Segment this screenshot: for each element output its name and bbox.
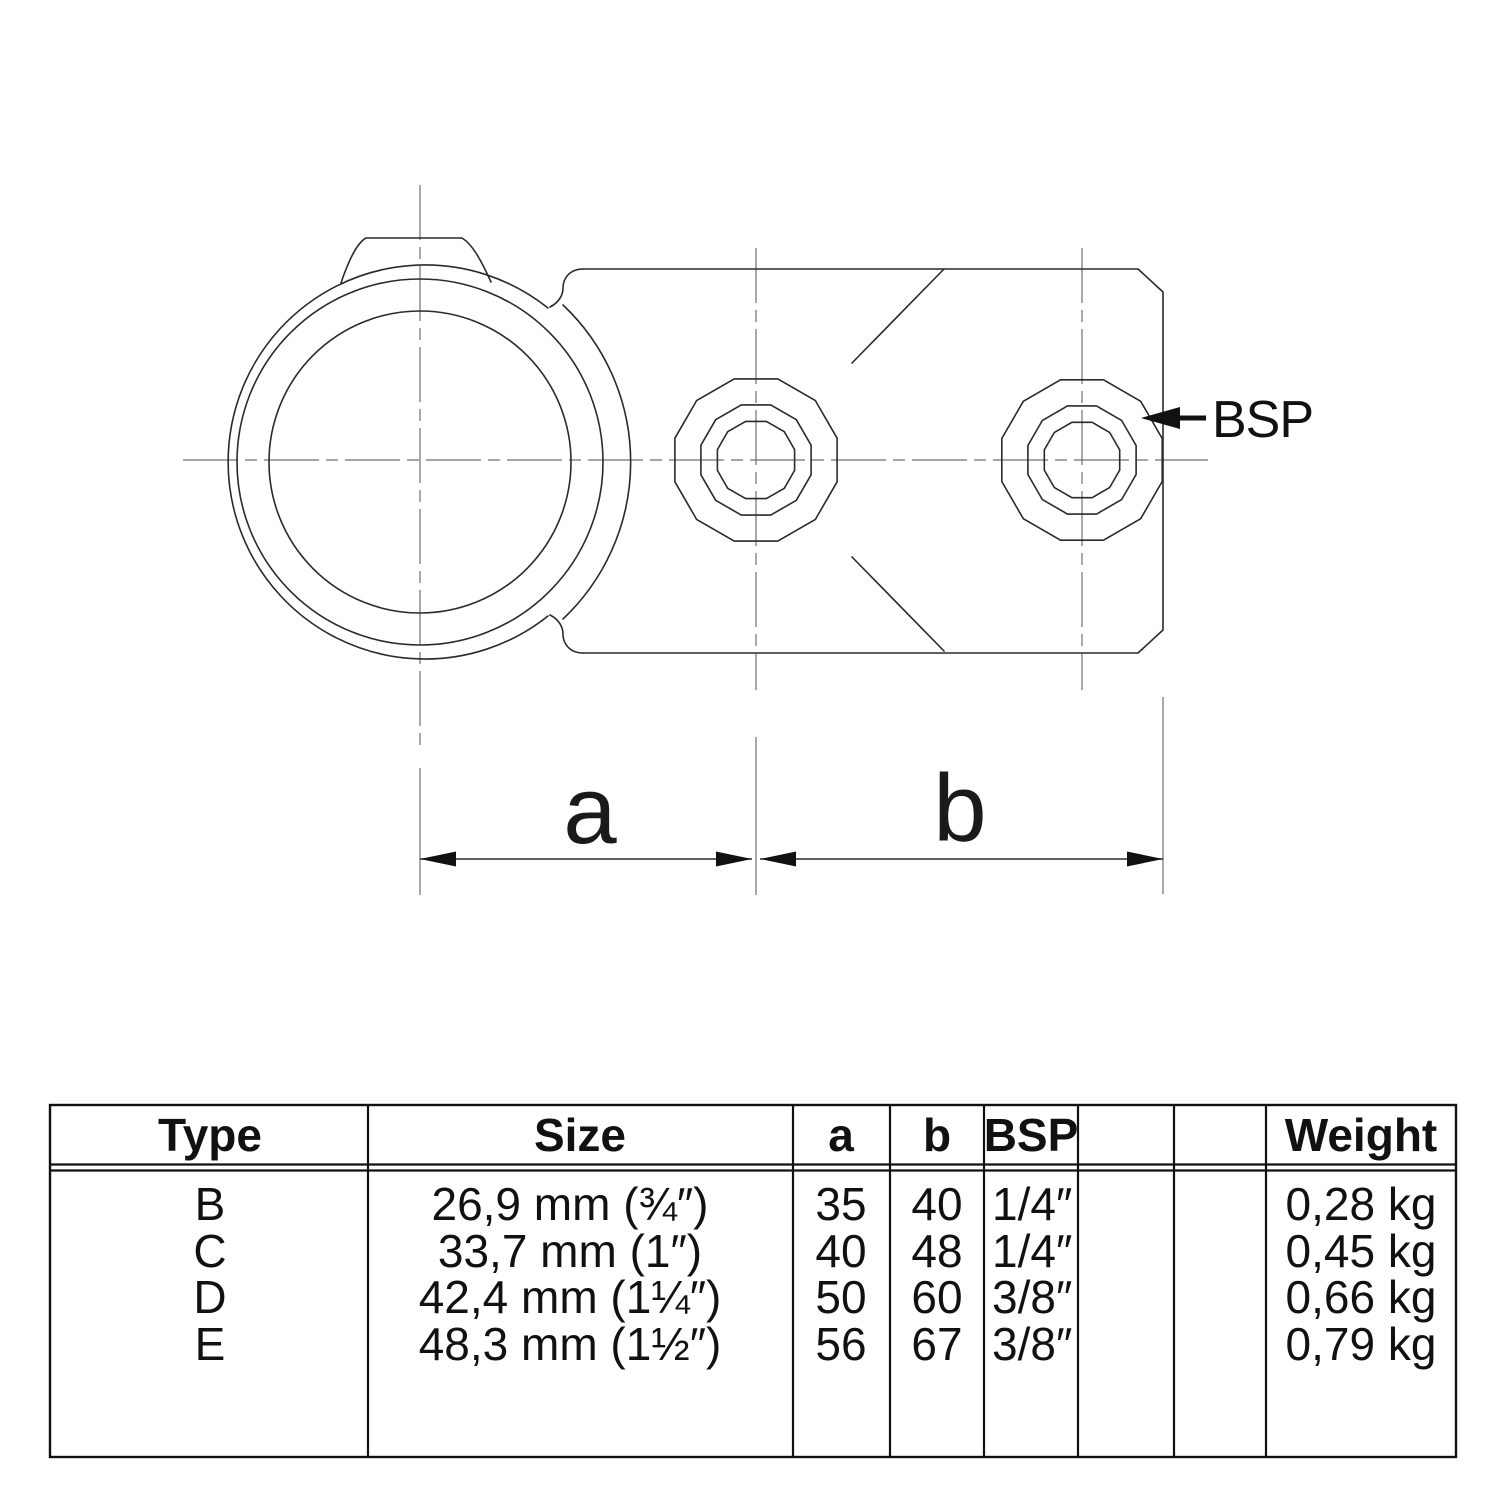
cell-b: 48 bbox=[911, 1225, 963, 1277]
dimension-a-label: a bbox=[563, 757, 617, 864]
cell-b: 40 bbox=[911, 1178, 963, 1230]
cell-type: E bbox=[194, 1318, 226, 1370]
cell-a: 50 bbox=[815, 1271, 867, 1323]
cell-type: D bbox=[193, 1271, 227, 1323]
dimension-a-arrow-left bbox=[420, 852, 456, 867]
cell-bsp: 1/4″ bbox=[992, 1178, 1073, 1230]
cell-a: 56 bbox=[815, 1318, 867, 1370]
dimension-b-label: b bbox=[933, 755, 987, 862]
bsp-callout bbox=[1141, 391, 1313, 449]
table-row bbox=[193, 1271, 1436, 1323]
main-socket-right-bulge bbox=[563, 305, 631, 619]
bsp-label: BSP bbox=[1212, 391, 1314, 449]
cell-size: 48,3 mm (1½″) bbox=[418, 1318, 722, 1370]
cell-size: 33,7 mm (1″) bbox=[437, 1225, 703, 1277]
cell-type: C bbox=[193, 1225, 227, 1277]
dimensions bbox=[420, 697, 1163, 895]
dimension-b bbox=[760, 755, 1163, 867]
cell-bsp: 3/8″ bbox=[992, 1271, 1073, 1323]
header-weight: Weight bbox=[1284, 1109, 1438, 1161]
cross-tube-diagonal-bottom bbox=[852, 557, 944, 651]
cell-a: 40 bbox=[815, 1225, 867, 1277]
header-size: Size bbox=[533, 1109, 627, 1161]
spec-table bbox=[50, 1105, 1456, 1457]
body-neck-bottom bbox=[550, 615, 583, 653]
body-neck-top bbox=[550, 269, 583, 307]
cross-tube-diagonal-top bbox=[852, 269, 944, 363]
cell-a: 35 bbox=[815, 1178, 867, 1230]
part-outline bbox=[228, 238, 1163, 659]
cell-b: 67 bbox=[911, 1318, 963, 1370]
table-row bbox=[193, 1225, 1436, 1277]
header-a: a bbox=[828, 1109, 854, 1161]
clamp-boss bbox=[341, 238, 491, 283]
main-socket-outer-ring bbox=[228, 265, 548, 659]
header-bsp: BSP bbox=[983, 1109, 1079, 1161]
table-header-row bbox=[158, 1109, 1437, 1161]
cell-b: 60 bbox=[911, 1271, 963, 1323]
cell-size: 42,4 mm (1¼″) bbox=[418, 1271, 722, 1323]
body-outline bbox=[583, 269, 1163, 653]
dimension-b-arrow-right bbox=[1127, 852, 1163, 867]
table-row bbox=[195, 1178, 1437, 1230]
dimension-a-arrow-right bbox=[716, 852, 752, 867]
cell-type: B bbox=[194, 1178, 226, 1230]
cell-weight: 0,45 kg bbox=[1285, 1225, 1437, 1277]
cell-weight: 0,28 kg bbox=[1285, 1178, 1437, 1230]
table-row bbox=[195, 1318, 1437, 1370]
header-type: Type bbox=[158, 1109, 262, 1161]
cell-size: 26,9 mm (¾″) bbox=[431, 1178, 709, 1230]
bsp-arrowhead-icon bbox=[1141, 407, 1180, 429]
cell-bsp: 3/8″ bbox=[992, 1318, 1073, 1370]
cell-weight: 0,66 kg bbox=[1285, 1271, 1437, 1323]
cell-weight: 0,79 kg bbox=[1285, 1318, 1437, 1370]
dimension-a bbox=[420, 757, 752, 867]
header-b: b bbox=[922, 1109, 952, 1161]
dimension-b-arrow-left bbox=[760, 852, 796, 867]
cell-bsp: 1/4″ bbox=[992, 1225, 1073, 1277]
